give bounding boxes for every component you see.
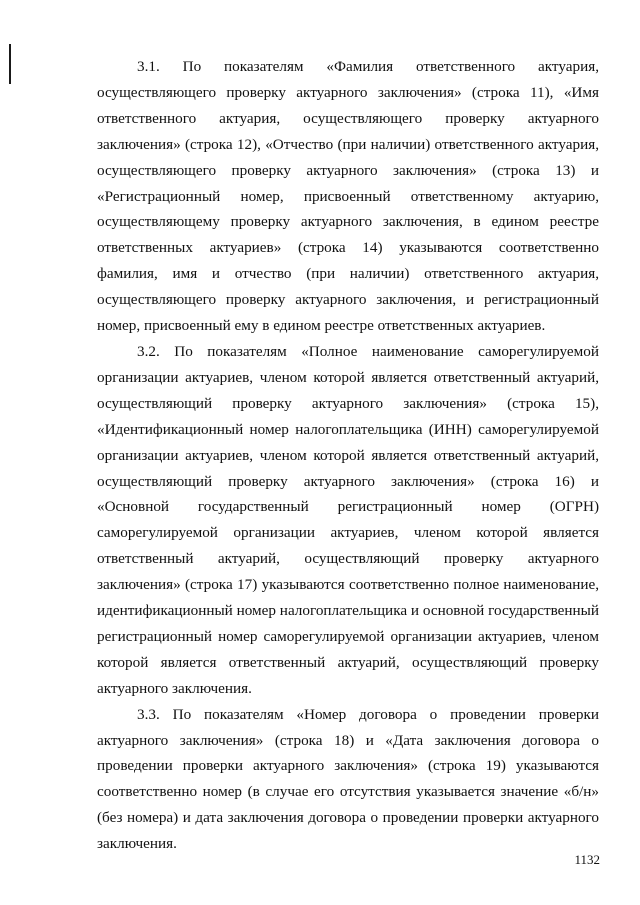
paragraph-3-3: 3.3. По показателям «Номер договора о проведении проверки актуарного заключения» (строка 18) и «Дата заключения договора о проведении проверки актуарного заключения» (строка 19) указываются соответственно номер (в случае его отсутствия указывается значение «б/н» (без номера) и дата заключения договора о проведении проверки актуарного заключения. <box>97 705 599 853</box>
paragraph-3-1: 3.1. По показателям «Фамилия ответственного актуария, осуществляющего проверку актуарного заключения» (строка 11), «Имя ответственного актуария, осуществляющего проверку актуарного заключения» (строка 12), «Отчество (при наличии) ответственного актуария, осуществляющего проверку актуарного заключения» (строка 13) и «Регистрационный номер, присвоенный ответственному актуарию, осуществляющему проверку актуарного заключения, в едином реестре ответственных актуариев» (строка 14) указываются соответственно фамилия, имя и отчество (при наличии) ответственного актуария, осуществляющего проверку актуарного заключения, и регистрационный номер, присвоенный ему в едином реестре ответственных актуариев. <box>97 58 599 335</box>
document-body <box>97 54 599 857</box>
paragraph-3-2: 3.2. По показателям «Полное наименование саморегулируемой организации актуариев, членом которой является ответственный актуарий, осуществляющий проверку актуарного заключения» (строка 15), «Идентификационный номер налогоплательщика (ИНН) саморегулируемой организации актуариев, членом которой является ответственный актуарий, осуществляющий проверку актуарного заключения» (строка 16) и «Основной государственный регистрационный номер (ОГРН) саморегулируемой организации актуариев, членом которой является ответственный актуарий, осуществляющий проверку актуарного заключения» (строка 17) указываются соответственно полное наименование, идентификационный номер налогоплательщика и основной государственный регистрационный номер саморегулируемой организации актуариев, членом которой является ответственный актуарий, осуществляющий проверку актуарного заключения. <box>97 342 599 697</box>
page-number: 1132 <box>574 852 600 867</box>
scan-margin-mark <box>9 44 11 84</box>
